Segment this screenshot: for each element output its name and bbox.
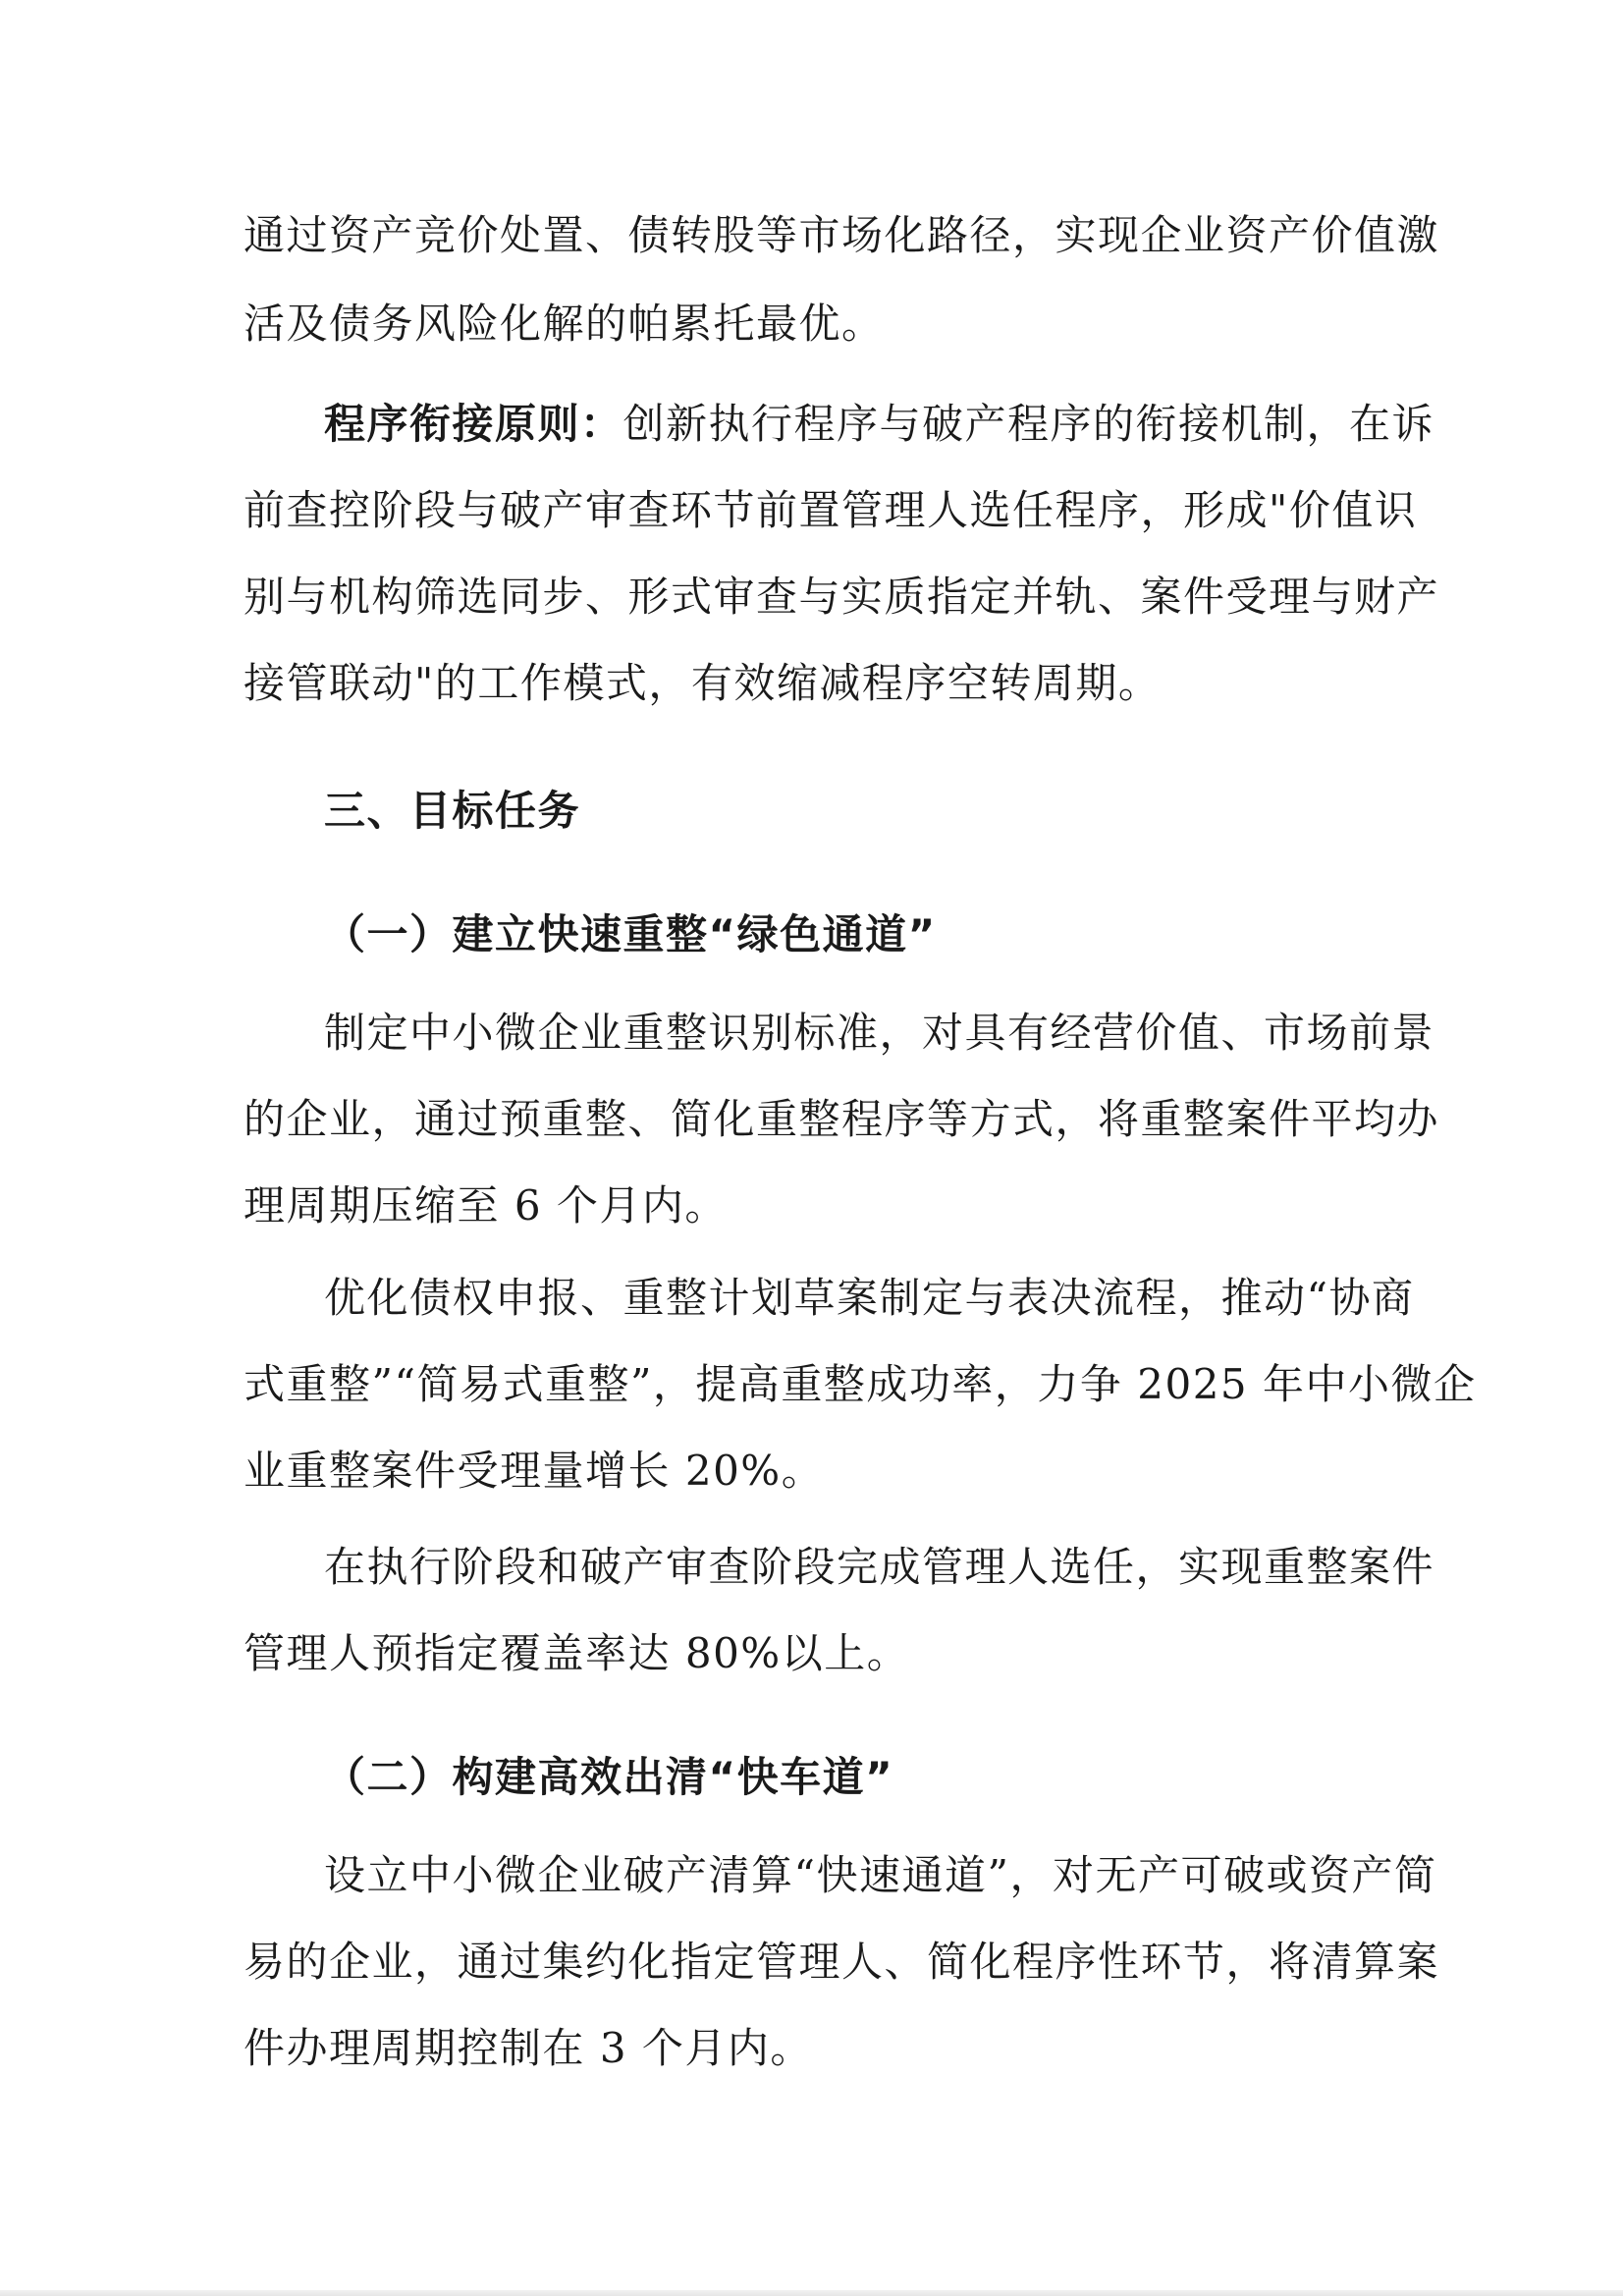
paragraph-line: 式重整”“简易式重整”，提高重整成功率，力争 2025 年中小微企: [243, 1360, 1477, 1408]
paragraph-line: 的企业，通过预重整、简化重整程序等方式，将重整案件平均办: [243, 1095, 1440, 1143]
principle-label: 程序衔接原则：: [324, 400, 623, 448]
paragraph-line: 制定中小微企业重整识别标准，对具有经营价值、市场前景: [324, 1009, 1435, 1057]
subsection-heading: （一）建立快速重整“绿色通道”: [324, 910, 937, 958]
paragraph-text: 创新执行程序与破产程序的衔接机制，在诉: [622, 400, 1435, 448]
paragraph-line: [324, 395, 1463, 454]
paragraph-line: 易的企业，通过集约化指定管理人、简化程序性环节，将清算案: [243, 1938, 1440, 1986]
paragraph-line: 理周期压缩至 6 个月内。: [243, 1181, 728, 1230]
scan-bottom-edge: [0, 2290, 1623, 2296]
paragraph-line: 在执行阶段和破产审查阶段完成管理人选任，实现重整案件: [324, 1543, 1435, 1591]
paragraph-line: 通过资产竞价处置、债转股等市场化路径，实现企业资产价值激: [243, 211, 1440, 259]
paragraph-line: 优化债权申报、重整计划草案制定与表决流程，推动“协商: [324, 1274, 1415, 1322]
paragraph-line: 业重整案件受理量增长 20%。: [243, 1447, 825, 1495]
paragraph-line: 前查控阶段与破产审查环节前置管理人选任程序，形成"价值识: [243, 486, 1418, 534]
paragraph-line: 别与机构筛选同步、形式审查与实质指定并轨、案件受理与财产: [243, 573, 1440, 621]
section-heading: 三、目标任务: [324, 787, 581, 835]
paragraph-line: 活及债务风险化解的帕累托最优。: [243, 300, 885, 348]
subsection-heading: （二）构建高效出清“快车道”: [324, 1753, 894, 1801]
paragraph-line: 管理人预指定覆盖率达 80%以上。: [243, 1629, 910, 1677]
paragraph-line: 件办理周期控制在 3 个月内。: [243, 2024, 813, 2072]
paragraph-line: 接管联动"的工作模式，有效缩减程序空转周期。: [243, 659, 1162, 707]
paragraph-line: 设立中小微企业破产清算“快速通道”，对无产可破或资产简: [324, 1851, 1437, 1899]
